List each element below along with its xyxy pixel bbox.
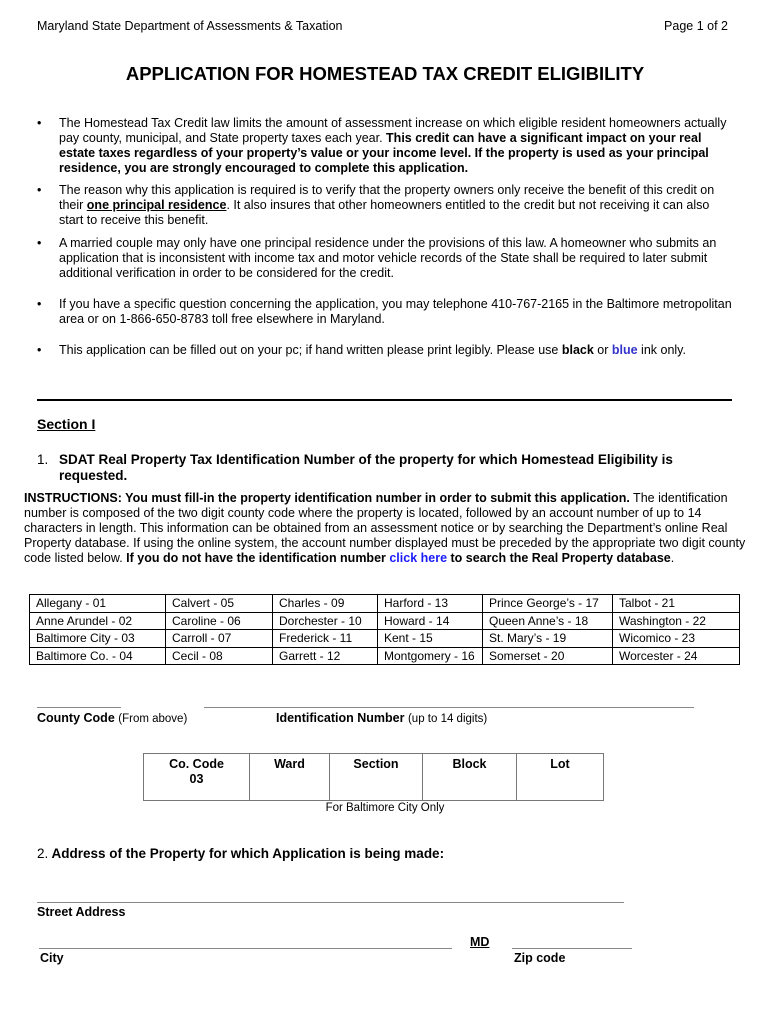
ward-cell[interactable]: Ward <box>250 754 330 801</box>
county-code-cell: Caroline - 06 <box>166 612 273 630</box>
co-code-cell: Co. Code 03 <box>144 754 250 801</box>
section-title: Section I <box>37 416 96 432</box>
table-row <box>30 595 740 613</box>
bullet-item: • If you have a specific question concerning the application, you may telephone 410-767-2165 in the Baltimore metropolitan area or on 1-866-650-8783 toll free elsewhere in Maryland. <box>37 297 732 326</box>
county-code-cell: Carroll - 07 <box>166 630 273 648</box>
baltimore-city-table <box>143 753 604 801</box>
table-row <box>30 630 740 648</box>
block-cell[interactable]: Block <box>423 754 517 801</box>
county-code-cell: Worcester - 24 <box>613 647 740 665</box>
page-title: APPLICATION FOR HOMESTEAD TAX CREDIT ELIGIBILITY <box>125 63 645 84</box>
city-label: City <box>40 951 64 965</box>
county-code-table <box>29 594 740 665</box>
click-here-link[interactable]: click here <box>389 551 448 565</box>
county-code-label: County Code (From above) <box>37 711 188 725</box>
county-code-cell: Garrett - 12 <box>273 647 378 665</box>
county-code-cell: Baltimore City - 03 <box>30 630 166 648</box>
county-code-cell: Wicomico - 23 <box>613 630 740 648</box>
county-code-cell: Queen Anne’s - 18 <box>483 612 613 630</box>
question-2: 2. Address of the Property for which Application is being made: <box>37 846 445 861</box>
county-code-cell: Howard - 14 <box>378 612 483 630</box>
bullet-item: • The Homestead Tax Credit law limits the amount of assessment increase on which eligible resident homeowners actually pay county, municipal, and State property taxes each year. This credit can have a significant impact on your real estate taxes regardless of your property’s value or your income level. If the property is used as your principal residence, you are strongly encouraged to complete this application. <box>37 116 727 175</box>
county-code-cell: Allegany - 01 <box>30 595 166 613</box>
agency-name: Maryland State Department of Assessments & Taxation <box>37 19 343 33</box>
lot-cell[interactable]: Lot <box>517 754 604 801</box>
baltimore-note: For Baltimore City Only <box>325 802 445 814</box>
section-cell[interactable]: Section <box>330 754 423 801</box>
instructions: INSTRUCTIONS: You must fill-in the property identification number in order to submit this application. The identification number is composed of the two digit county code where the property is located, followed by an account number of up to 14 characters in length. This information can be obtained from an assessment notice or by searching the Department’s online Real Property database. If using the online system, the account number displayed must be preceded by the appropriate two digit county code listed below. If you do not have the identification number click here to search the Real Property database. <box>24 491 746 565</box>
county-code-cell: Somerset - 20 <box>483 647 613 665</box>
bullet-item: • This application can be filled out on your pc; if hand written please print legibly. Please use black or blue ink only. <box>37 343 686 357</box>
zip-label: Zip code <box>514 951 566 965</box>
city-line[interactable] <box>39 948 452 949</box>
county-code-line[interactable] <box>37 707 121 708</box>
county-code-cell: Harford - 13 <box>378 595 483 613</box>
bullet-item: • A married couple may only have one principal residence under the provisions of this law. A homeowner who submits an application that is inconsistent with income tax and motor vehicle records of the State shall be required to later submit additional verification in order to be considered for the credit. <box>37 236 717 280</box>
county-code-cell: Cecil - 08 <box>166 647 273 665</box>
county-code-cell: Washington - 22 <box>613 612 740 630</box>
zip-line[interactable] <box>512 948 632 949</box>
table-row <box>30 647 740 665</box>
table-row <box>30 612 740 630</box>
county-code-cell: Frederick - 11 <box>273 630 378 648</box>
question-1: 1. SDAT Real Property Tax Identification Number of the property for which Homestead Eligibility is requested. <box>37 452 673 483</box>
county-code-cell: Anne Arundel - 02 <box>30 612 166 630</box>
street-address-line[interactable] <box>37 902 624 903</box>
street-address-label: Street Address <box>37 905 126 919</box>
county-code-cell: Talbot - 21 <box>613 595 740 613</box>
county-code-cell: Dorchester - 10 <box>273 612 378 630</box>
divider <box>37 399 732 401</box>
id-number-label: Identification Number (up to 14 digits) <box>276 711 488 725</box>
page-number: Page 1 of 2 <box>664 19 728 33</box>
county-code-cell: Prince George’s - 17 <box>483 595 613 613</box>
county-code-cell: Baltimore Co. - 04 <box>30 647 166 665</box>
county-code-cell: Kent - 15 <box>378 630 483 648</box>
state-value: MD <box>470 935 490 949</box>
county-code-cell: Charles - 09 <box>273 595 378 613</box>
bullet-item: • The reason why this application is required is to verify that the property owners only receive the benefit of this credit on their one principal residence. It also insures that other homeowners entitled to the credit but not receiving it can also start to receive this benefit. <box>37 183 715 227</box>
id-number-line[interactable] <box>204 707 694 708</box>
county-code-cell: St. Mary’s - 19 <box>483 630 613 648</box>
county-code-cell: Calvert - 05 <box>166 595 273 613</box>
county-code-cell: Montgomery - 16 <box>378 647 483 665</box>
